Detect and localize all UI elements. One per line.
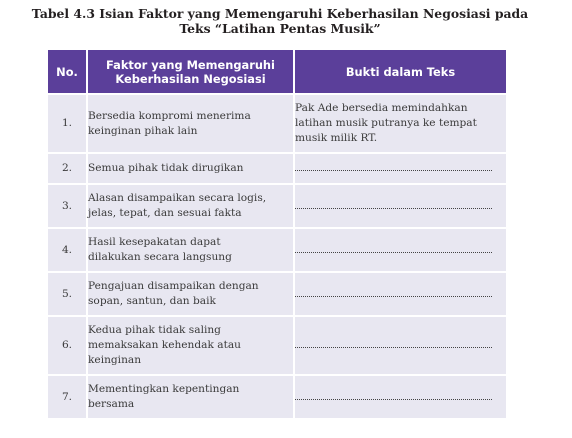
factor-cell xyxy=(87,316,294,375)
evidence-cell xyxy=(294,153,507,184)
evidence-line: latihan musik putranya ke tempat xyxy=(295,117,477,129)
evidence-line: musik milik RT. xyxy=(295,132,378,144)
factor-cell xyxy=(87,94,294,153)
answer-blank-line[interactable] xyxy=(295,399,492,400)
evidence-cell xyxy=(294,228,507,272)
row-number: 2. xyxy=(47,153,87,184)
factor-line: bersama xyxy=(88,398,135,410)
answer-blank-line[interactable] xyxy=(295,252,492,253)
evidence-cell xyxy=(294,375,507,419)
answer-blank-line[interactable] xyxy=(295,347,492,348)
row-number: 6. xyxy=(47,316,87,375)
factor-cell xyxy=(87,228,294,272)
caption-line-1: Tabel 4.3 Isian Faktor yang Memengaruhi Keberhasilan Negosiasi pada xyxy=(31,6,529,21)
factor-line: keinginan pihak lain xyxy=(88,124,198,137)
factor-line: jelas, tepat, dan sesuai fakta xyxy=(88,207,242,219)
answer-blank-line[interactable] xyxy=(295,296,492,297)
factor-line: keinginan xyxy=(88,354,142,366)
header-faktor-line-1: Faktor yang Memengaruhi xyxy=(106,57,275,72)
header-bukti: Bukti dalam Teks xyxy=(294,49,507,94)
evidence-cell xyxy=(294,272,507,316)
factor-line: Pengajuan disampaikan dengan xyxy=(88,280,259,292)
table-row xyxy=(47,272,507,316)
factor-cell xyxy=(87,272,294,316)
row-number: 7. xyxy=(47,375,87,419)
factor-line: Alasan disampaikan secara logis, xyxy=(88,192,267,204)
factor-line: memaksakan kehendak atau xyxy=(88,339,241,351)
factor-line: Bersedia kompromi menerima xyxy=(88,109,251,122)
caption-line-2: Teks “Latihan Pentas Musik” xyxy=(179,21,381,36)
factor-cell xyxy=(87,375,294,419)
negotiation-factors-table xyxy=(46,48,508,420)
table-row xyxy=(47,184,507,228)
table-row xyxy=(47,316,507,375)
row-number: 5. xyxy=(47,272,87,316)
table-row xyxy=(47,228,507,272)
answer-blank-line[interactable] xyxy=(295,208,492,209)
factor-line: Semua pihak tidak dirugikan xyxy=(88,162,244,174)
row-number: 4. xyxy=(47,228,87,272)
factor-line: dilakukan secara langsung xyxy=(88,251,232,263)
factor-cell xyxy=(87,184,294,228)
evidence-cell xyxy=(294,316,507,375)
table-header-row xyxy=(47,49,507,94)
header-no: No. xyxy=(47,49,87,94)
factor-line: Mementingkan kepentingan xyxy=(88,383,240,395)
answer-blank-line[interactable] xyxy=(295,170,492,171)
header-faktor-line-2: Keberhasilan Negosiasi xyxy=(115,71,266,86)
header-faktor xyxy=(87,49,294,94)
evidence-cell xyxy=(294,184,507,228)
evidence-cell xyxy=(294,94,507,153)
table-caption xyxy=(0,6,560,36)
factor-line: Kedua pihak tidak saling xyxy=(88,324,221,336)
evidence-line: Pak Ade bersedia memindahkan xyxy=(295,102,468,114)
factor-cell xyxy=(87,153,294,184)
row-number: 1. xyxy=(47,94,87,153)
table-row xyxy=(47,375,507,419)
factor-line: Hasil kesepakatan dapat xyxy=(88,236,221,248)
table-row xyxy=(47,153,507,184)
table-row xyxy=(47,94,507,153)
factor-line: sopan, santun, dan baik xyxy=(88,295,216,307)
row-number: 3. xyxy=(47,184,87,228)
